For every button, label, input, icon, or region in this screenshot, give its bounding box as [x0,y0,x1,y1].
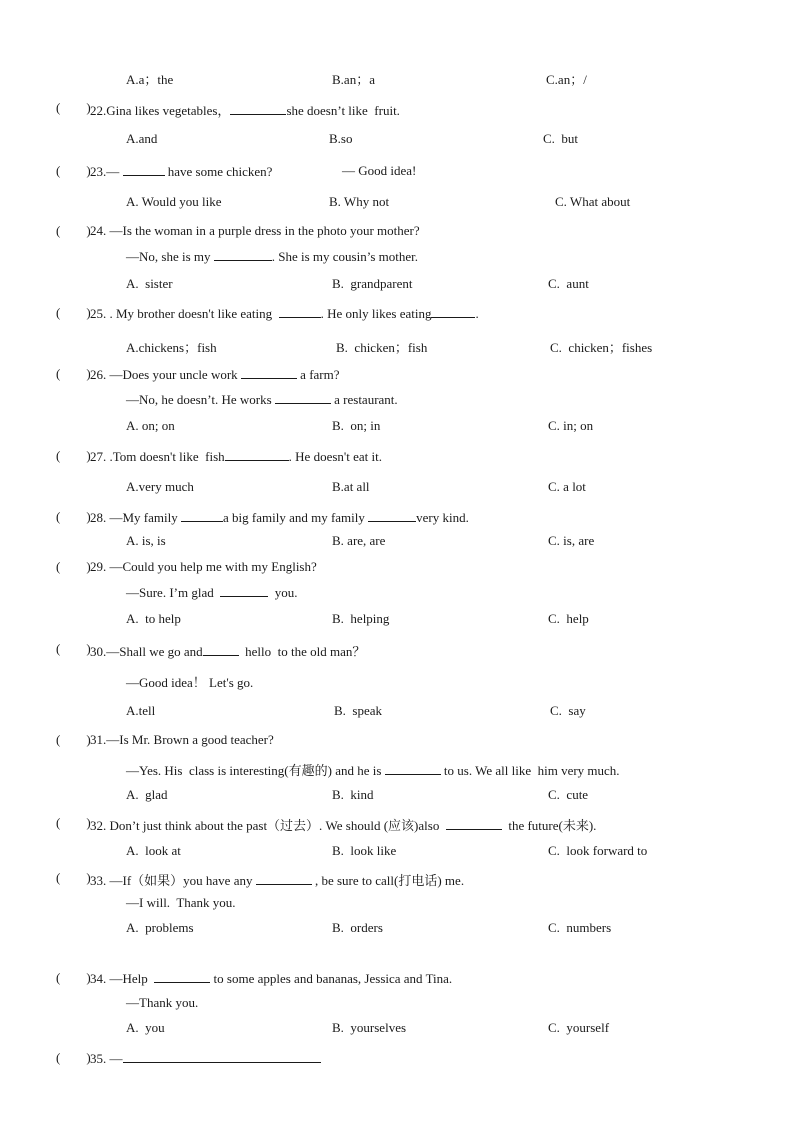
q31-option-c: C. cute [548,787,589,802]
q23-option-a: A. Would you like [126,194,222,209]
answer-blank [225,448,289,461]
answer-blank [214,248,272,261]
q27-option-b: B.at all [332,479,370,494]
answer-bracket[interactable]: ( ) [56,366,91,381]
answer-blank [256,872,312,885]
q31-option-a: A. glad [126,787,168,802]
question-line: —Thank you. [126,995,199,1010]
answer-blank [220,584,268,597]
q34-option-a: A. you [126,1020,165,1035]
q30-option-b: B. speak [334,703,383,718]
question-line: —I will. Thank you. [126,895,236,910]
question-stem: 30.—Shall we go and hello to the old man？ [90,644,366,659]
q28-option-a: A. is, is [126,533,166,548]
q34-option-c: C. yourself [548,1020,610,1035]
q29-option-b: B. helping [332,611,390,626]
question-stem: 22.Gina likes vegetables， she doesn’t like fruit. [90,103,400,118]
answer-blank [279,305,321,318]
q29-option-c: C. help [548,611,589,626]
q24-option-a: A. sister [126,276,173,291]
answer-blank [431,305,475,318]
answer-blank[interactable] [123,1050,321,1063]
q24-option-b: B. grandparent [332,276,413,291]
question-stem: 35. — [90,1050,321,1067]
answer-bracket[interactable]: ( ) [56,100,91,115]
question-stem: 25. . My brother doesn't like eating . He only likes eating . [90,306,479,321]
q31-option-b: B. kind [332,787,374,802]
q32-option-b: B. look like [332,843,397,858]
q28-option-b: B. are, are [332,533,386,548]
question-stem: 26. —Does your uncle work a farm? [90,367,340,382]
q25-option-c: C. chicken；fishes [550,340,653,355]
question-stem: 33. —If（如果）you have any , be sure to call(打电话) me. [90,873,465,888]
q33-option-a: A. problems [126,920,194,935]
answer-blank [446,817,502,830]
q23-option-b: B. Why not [329,194,390,209]
answer-bracket[interactable]: ( ) [56,970,91,985]
answer-bracket[interactable]: ( ) [56,732,91,747]
q25-option-b: B. chicken；fish [336,340,428,355]
answer-bracket[interactable]: ( ) [56,223,91,238]
question-stem: 34. —Help to some apples and bananas, Jessica and Tina. [90,971,453,986]
q34-option-b: B. yourselves [332,1020,407,1035]
answer-blank [203,643,239,656]
question-line: —No, he doesn’t. He works a restaurant. [126,392,398,407]
q30-option-c: C. say [550,703,586,718]
question-line: —Good idea！ Let's go. [126,675,254,690]
question-stem: 24. —Is the woman in a purple dress in the photo your mother? [90,223,420,238]
answer-bracket[interactable]: ( ) [56,509,91,524]
q30-option-a: A.tell [126,703,156,718]
answer-bracket[interactable]: ( ) [56,559,91,574]
question-stem: 32. Don’t just think about the past（过去）. We should (应该)also the future(未来). [90,818,597,833]
question-stem: 23.— have some chicken? [90,164,273,179]
q33-option-b: B. orders [332,920,383,935]
q29-option-a: A. to help [126,611,181,626]
q22-option-b: B.so [329,131,353,146]
q22-option-c: C. but [543,131,579,146]
q25-option-a: A.chickens；fish [126,340,217,355]
q23-option-c: C. What about [555,194,631,209]
answer-blank [368,509,416,522]
q21-option-a: A.a；the [126,72,174,87]
question-reply: — Good idea! [342,163,417,178]
answer-blank [230,102,286,115]
answer-blank [123,163,165,176]
answer-bracket[interactable]: ( ) [56,641,91,656]
answer-bracket[interactable]: ( ) [56,1050,91,1065]
answer-bracket[interactable]: ( ) [56,870,91,885]
answer-blank [241,366,297,379]
question-line: —No, she is my . She is my cousin’s mother. [126,249,418,264]
q33-option-c: C. numbers [548,920,612,935]
question-line: —Sure. I’m glad you. [126,585,298,600]
answer-blank [385,762,441,775]
question-line: —Yes. His class is interesting(有趣的) and he is to us. We all like him very much. [126,763,620,778]
q27-option-a: A.very much [126,479,194,494]
q26-option-c: C. in; on [548,418,594,433]
q24-option-c: C. aunt [548,276,589,291]
answer-bracket[interactable]: ( ) [56,815,91,830]
q26-option-a: A. on; on [126,418,175,433]
question-stem: 29. —Could you help me with my English? [90,559,317,574]
answer-blank [181,509,223,522]
question-stem: 27. .Tom doesn't like fish . He doesn't eat it. [90,449,382,464]
q22-option-a: A.and [126,131,158,146]
q28-option-c: C. is, are [548,533,595,548]
answer-bracket[interactable]: ( ) [56,305,91,320]
q21-option-b: B.an；a [332,72,375,87]
answer-bracket[interactable]: ( ) [56,448,91,463]
q21-option-c: C.an；/ [546,72,587,87]
q26-option-b: B. on; in [332,418,381,433]
q32-option-a: A. look at [126,843,181,858]
question-stem: 28. —My family a big family and my family very kind. [90,510,469,525]
answer-blank [275,391,331,404]
q32-option-c: C. look forward to [548,843,648,858]
answer-bracket[interactable]: ( ) [56,163,91,178]
question-stem: 31.—Is Mr. Brown a good teacher? [90,732,274,747]
answer-blank [154,970,210,983]
q27-option-c: C. a lot [548,479,586,494]
